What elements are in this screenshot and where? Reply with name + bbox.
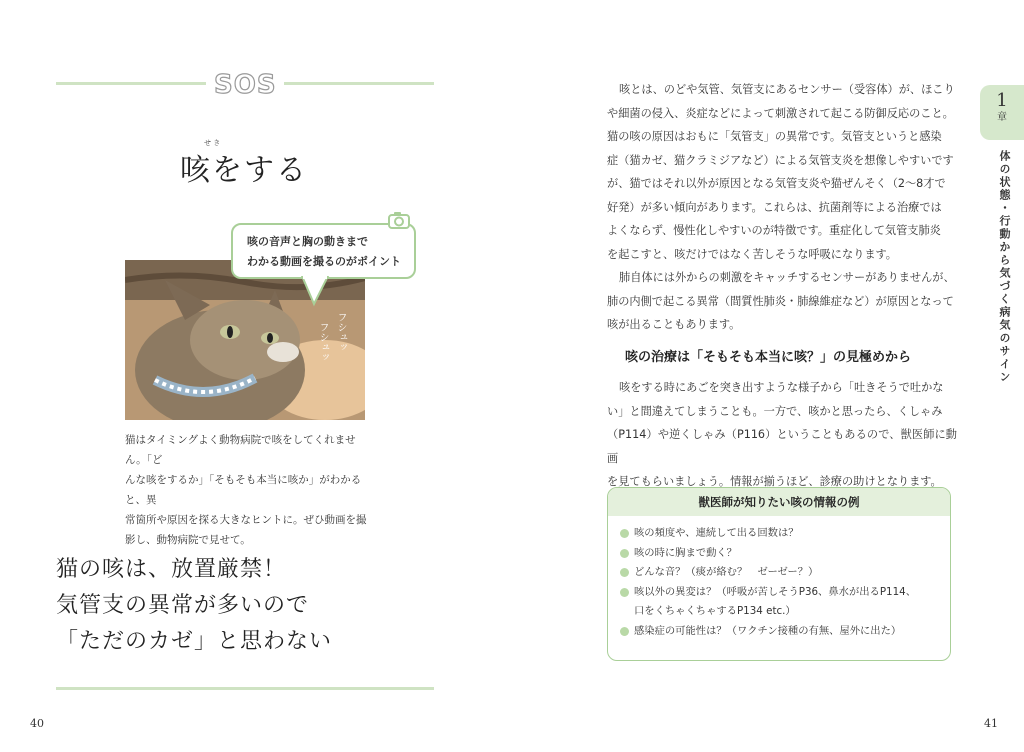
list-item-text: 口をくちゃくちゃするP134 etc.） <box>634 605 796 617</box>
text-line: を見てもらいましょう。情報が揃うほど、診療の助けとなります。 <box>607 475 942 488</box>
headline-line: 「ただのカゼ」と思わない <box>56 629 333 654</box>
text-line: 咳とは、のどや気管、気管支にあるセンサー（受容体）が、ほこり <box>619 83 955 96</box>
caption-line: んな咳をするか」「そもそも本当に咳か」がわかると、異 <box>125 474 362 506</box>
list-item <box>620 563 950 583</box>
caption-line: 影し、動物病院で見せて。 <box>125 534 251 546</box>
tip-bubble <box>231 223 416 279</box>
text-line: 肺の内側で起こる異常（間質性肺炎・肺線維症など）が原因となって <box>607 294 954 308</box>
list-item-text: どんな音？（痰が絡む？ ゼーゼー？） <box>634 566 819 578</box>
text-line: が、猫ではそれ以外が原因となる気管支炎や猫ぜんそく（2〜8才で <box>607 177 946 190</box>
text-line: を起こすと、咳だけではなく苦しそうな呼吸になります。 <box>607 247 897 261</box>
bullet-dot-icon <box>620 568 629 577</box>
bullet-dot-icon <box>620 549 629 558</box>
photo-caption <box>125 430 370 550</box>
text-line: 猫の咳の原因はおもに「気管支」の異常です。気管支というと感染 <box>607 130 942 143</box>
text-line: 咳をする時にあごを突き出すような様子から「吐きそうで吐かな <box>619 381 944 394</box>
subheading: 咳の治療は「そもそも本当に咳？」の見極めから <box>625 350 912 365</box>
info-box-title: 獣医師が知りたい咳の情報の例 <box>608 488 950 516</box>
text-line: よくならず、慢性化しやすいのが特徴です。重症化して気管支肺炎 <box>607 224 941 237</box>
info-box-list <box>608 516 950 641</box>
bubble-line-2: わかる動画を撮るのがポイント <box>247 255 401 268</box>
list-item-continued <box>620 602 950 622</box>
headline <box>56 552 386 660</box>
text-line: 好発）が多い傾向があります。これらは、抗菌剤等による治療では <box>607 200 942 214</box>
sos-label: SOS <box>214 70 277 100</box>
camera-icon <box>387 210 411 230</box>
page-number-left: 40 <box>30 717 44 730</box>
info-box <box>607 487 951 661</box>
list-item <box>620 583 950 603</box>
text-line: 肺自体には外からの刺激をキャッチするセンサーがありませんが、 <box>619 271 955 284</box>
title-ruby: せ き <box>204 139 221 147</box>
text-line: （P114）や逆くしゃみ（P116）ということもあるので、獣医師に動画 <box>607 428 957 465</box>
onomatopoeia-1: フシュッ <box>335 312 346 352</box>
text-line: や細菌の侵入、炎症などによって刺激されて起こる防御反応のこと。 <box>607 106 954 120</box>
bubble-tail <box>300 276 330 308</box>
page-title: 咳をする <box>180 153 308 188</box>
list-item-text: 咳以外の異変は？（呼吸が苦しそうP36、鼻水が出るP114、 <box>634 585 917 598</box>
caption-line: 常箇所や原因を探る大きなヒントに。ぜひ動画を撮 <box>125 514 367 526</box>
chapter-tab <box>980 85 1024 140</box>
page-number-right: 41 <box>984 717 998 730</box>
bullet-dot-icon <box>620 627 629 636</box>
headline-line: 気管支の異常が多いので <box>56 593 310 618</box>
chapter-label: 章 <box>997 112 1007 123</box>
caption-line: 猫はタイミングよく動物病院で咳をしてくれません。「ど <box>125 434 356 466</box>
bullet-dot-icon <box>620 529 629 538</box>
top-rule-right <box>284 82 434 85</box>
list-item <box>620 544 950 564</box>
chapter-title: 体の状態・行動から気づく病気のサイン <box>998 150 1011 384</box>
list-item-text: 咳の時に胸まで動く？ <box>634 546 737 559</box>
text-line: い」と間違えてしまうことも。一方で、咳かと思ったら、くしゃみ <box>607 404 943 418</box>
list-item <box>620 622 950 642</box>
top-rule-left <box>56 82 206 85</box>
text-line: 症（猫カゼ、猫クラミジアなど）による気管支炎を想像しやすいです <box>607 153 954 167</box>
text-line: 咳が出ることもあります。 <box>607 318 741 331</box>
chapter-number: 1 <box>996 90 1008 111</box>
body-paragraph-3 <box>607 376 957 494</box>
list-item <box>620 524 950 544</box>
body-paragraph-1 <box>607 78 957 337</box>
bullet-dot-icon <box>620 588 629 597</box>
bubble-line-1: 咳の音声と胸の動きまで <box>247 235 368 248</box>
onomatopoeia-2: フシュッ <box>317 322 328 362</box>
headline-line: 猫の咳は、放置厳禁！ <box>56 557 287 582</box>
list-item-text: 感染症の可能性は？（ワクチン接種の有無、屋外に出た） <box>634 624 902 637</box>
bottom-rule <box>56 687 434 690</box>
list-item-text: 咳の頻度や、連続して出る回数は？ <box>634 527 799 539</box>
